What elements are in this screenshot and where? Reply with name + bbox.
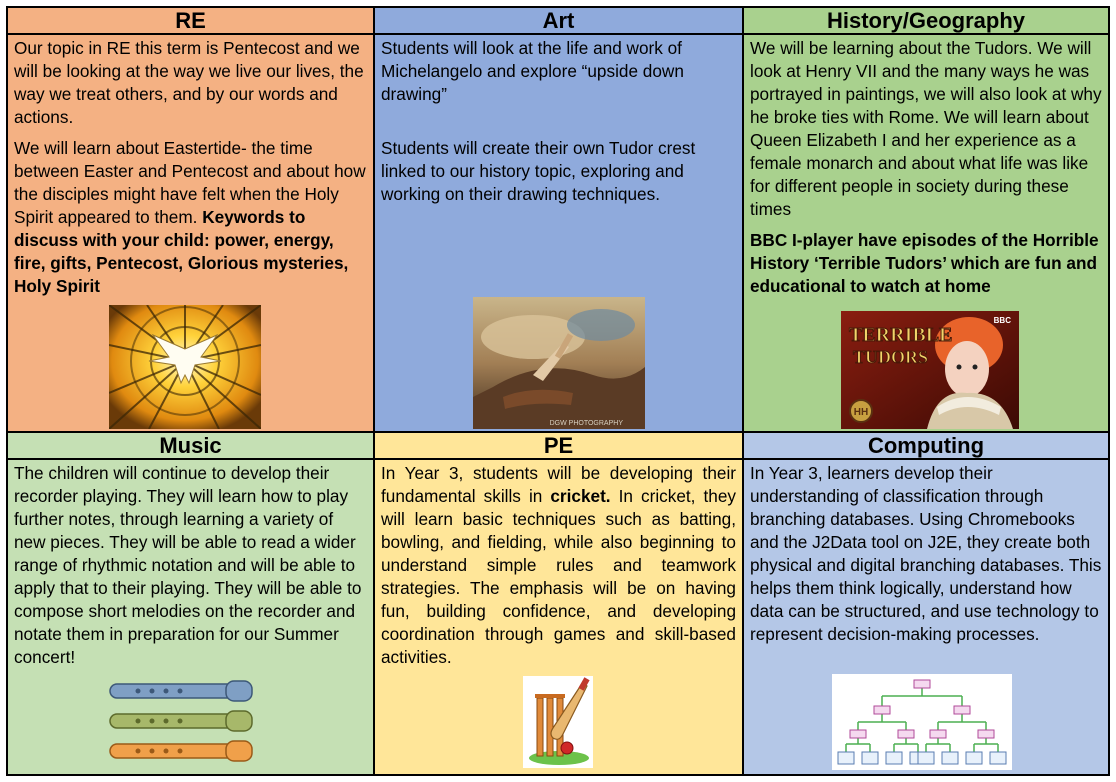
art-paragraph-2: Students will create their own Tudor crest linked to our history topic, exploring and working on their drawing techniques. [381,138,696,204]
history-panel [744,35,1108,433]
music-panel [8,460,375,774]
terrible-tudors-poster-icon [841,311,1019,429]
re-paragraph-2-text: We will learn about Eastertide- the time between Easter and Pentecost and about how the disciples might have felt when the Holy Spirit appeared to them. [14,138,366,227]
re-body [8,35,373,298]
computing-paragraph-1: In Year 3, learners develop their understanding of classification through branching databases. Using Chromebooks and the J2Data tool on J2E, they create both physical and digital branching databases. This helps them think logically, understand how data can be structured, and use technology to represent decision-making processes. [750,463,1102,644]
music-title: Music [159,433,222,458]
re-title: RE [175,8,206,33]
history-header [744,8,1108,35]
music-paragraph-1: The children will continue to develop their recorder playing. They will learn how to play further notes, through learning a variety of new pieces. They will be able to read a wider range of rhythmic notation and will be able to apply that to their playing. They will be able to compose short melodies on the recorder and notate them in preparation for our Summer concert! [14,463,362,667]
computing-body [744,460,1108,646]
poster-title-1: TERRIBLE [849,324,953,346]
pe-text-a: In Year 3, students will be developing their fundamental skills in [381,463,736,506]
music-body [8,460,373,669]
pe-paragraph-1 [381,462,736,669]
poster-title-2: TUDORS [853,347,929,367]
history-bbc-note: BBC I-player have episodes of the Horrible History ‘Terrible Tudors’ which are fun and educational to watch at home [750,230,1099,296]
music-header [8,433,375,460]
art-body [375,35,742,206]
pe-text-b: In cricket, they will learn basic techniques such as batting, bowling, and fielding, while also beginning to understand simple rules and teamwork strategies. The emphasis will be on having fun, building confidence, and developing coordination through games and skill-based activities. [381,486,736,667]
re-keywords: Keywords to discuss with your child: power, energy, fire, gifts, Pentecost, Glorious mysteries, Holy Spirit [14,207,349,296]
sistine-chapel-painting-icon [473,297,645,429]
art-panel [375,35,744,433]
pe-title: PE [543,433,574,458]
recorder-green [110,711,252,731]
re-header [8,8,375,35]
re-panel [8,35,375,433]
art-photo-credit: DGW PHOTOGRAPHY [549,420,623,427]
recorder-blue [110,681,252,701]
holy-spirit-dove-icon [109,305,261,429]
history-paragraph-2 [750,229,1102,298]
branching-database-diagram-icon [832,674,1012,770]
poster-badge: HH [853,407,869,418]
history-title: History/Geography [826,8,1026,33]
history-paragraph-1: We will be learning about the Tudors. We will look at Henry VII and the many ways he was portrayed in paintings, we will also look at why he broke ties with Rome. We will learn about Queen Elizabeth I and her experience as a female monarch and about what life was like for different people in society during these times [750,38,1102,219]
art-header [375,8,744,35]
recorders-icon [108,678,254,766]
history-body [744,35,1108,298]
art-title: Art [542,8,575,33]
pe-panel [375,460,744,774]
recorder-orange [110,741,252,761]
computing-header [744,433,1108,460]
cricket-icon [523,676,593,768]
computing-title: Computing [867,433,985,458]
pe-header [375,433,744,460]
pe-cricket: cricket. [550,486,611,506]
pe-body [375,460,742,669]
re-paragraph-2 [14,137,367,298]
poster-bbc-logo: BBC [993,316,1011,325]
topic-grid [6,6,1110,776]
art-paragraph-1: Students will look at the life and work of Michelangelo and explore “upside down drawing” [381,38,684,104]
re-paragraph-1: Our topic in RE this term is Pentecost and we will be looking at the way we live our lives, the way we treat others, and by our words and actions. [14,38,364,127]
computing-panel [744,460,1108,774]
